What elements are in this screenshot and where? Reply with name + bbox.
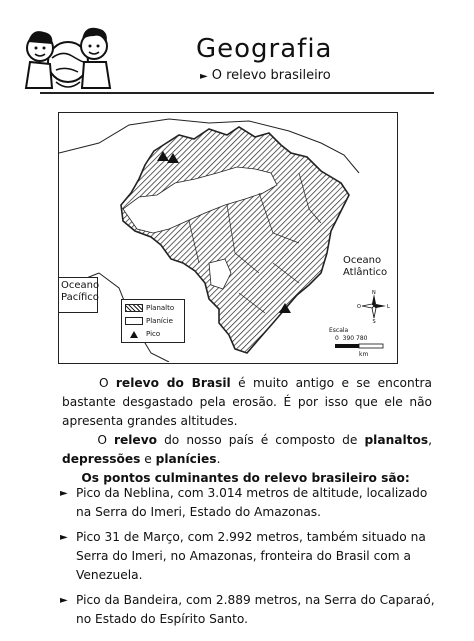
map-legend bbox=[121, 299, 185, 343]
compass-n: N bbox=[372, 290, 376, 296]
legend-planalto: Planalto bbox=[125, 303, 174, 313]
paragraph-2: O relevo do nosso país é composto de planaltos, depressões e planícies. bbox=[62, 433, 432, 466]
page-title: Geografia bbox=[196, 34, 333, 64]
pacific-ocean-label: Oceano Pacífico bbox=[58, 277, 98, 313]
list-item: ► Pico da Neblina, com 3.014 metros de altitude, localizado na Serra do Imeri, Estado do Amazonas. bbox=[60, 486, 428, 519]
peaks-list bbox=[58, 484, 436, 635]
brazil-relief-map bbox=[58, 112, 398, 364]
list-item: ► Pico 31 de Março, com 2.992 metros, também situado na Serra do Imeri, no Amazonas, fronteira do Brasil com a Venezuela. bbox=[60, 530, 426, 582]
children-globe-illustration bbox=[22, 22, 114, 92]
scale-unit: km bbox=[359, 351, 369, 358]
list-item: ► Pico da Bandeira, com 2.889 metros, na Serra do Caparaó, no Estado do Espírito Santo. bbox=[60, 593, 435, 626]
legend-pico: Pico bbox=[125, 329, 160, 339]
paragraph-1: O relevo do Brasil é muito antigo e se encontra bastante desgastado pela erosão. É por isso que ele não apresenta grandes altitudes. bbox=[62, 376, 432, 428]
body-text bbox=[62, 374, 432, 488]
hatch-swatch bbox=[125, 304, 143, 312]
scale-label: Escala bbox=[329, 327, 349, 334]
arrow-icon: ► bbox=[200, 71, 208, 82]
brazil-map-drawing bbox=[59, 113, 396, 362]
compass-o: O bbox=[357, 304, 361, 310]
atlantic-ocean-label: Oceano Atlântico bbox=[343, 255, 388, 278]
scale-ticks: 0 390 780 bbox=[335, 335, 368, 342]
compass-l: L bbox=[387, 304, 390, 310]
peak-triangle-icon bbox=[125, 330, 143, 338]
arrow-icon: ► bbox=[60, 595, 68, 606]
scale-bar bbox=[335, 343, 385, 349]
legend-planicie: Planície bbox=[125, 316, 173, 326]
page-header bbox=[0, 0, 474, 96]
page-subtitle bbox=[200, 68, 331, 83]
header-divider bbox=[40, 92, 434, 94]
paragraph-3: Os pontos culminantes do relevo brasileiro são: bbox=[81, 471, 410, 485]
subtitle-text: O relevo brasileiro bbox=[211, 68, 331, 83]
compass-s: S bbox=[372, 319, 376, 323]
white-swatch bbox=[125, 317, 143, 325]
arrow-icon: ► bbox=[60, 532, 68, 543]
arrow-icon: ► bbox=[60, 488, 68, 499]
compass-rose-icon bbox=[357, 289, 391, 323]
